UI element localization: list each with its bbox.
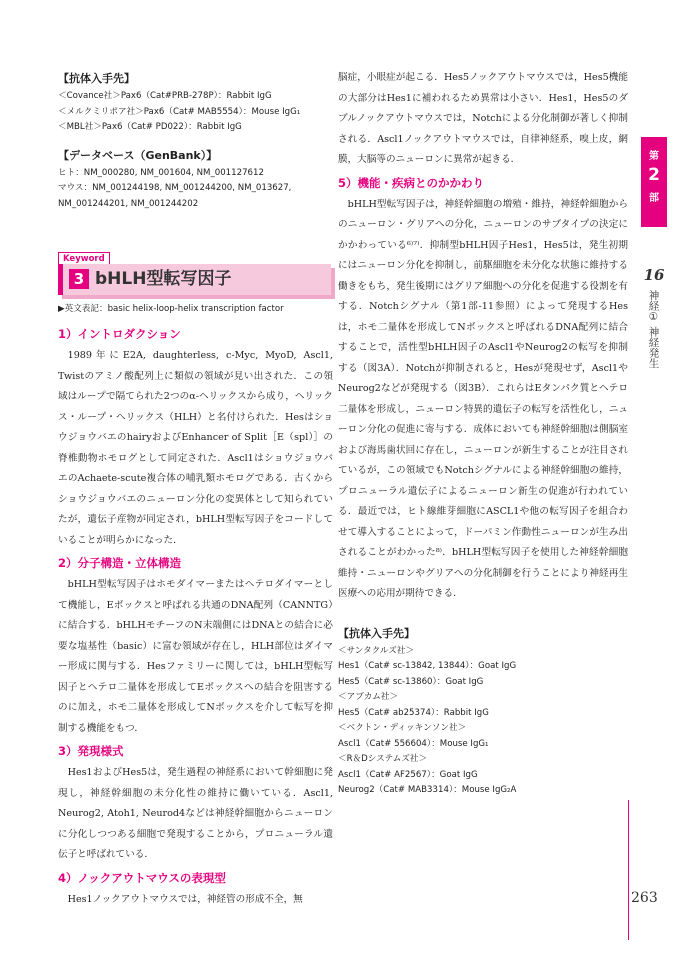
section-paragraph: bHLH型転写因子は，神経幹細胞の増殖・維持，神経幹細胞からのニューロン・グリアへの分化，ニューロンのサブタイプの決定にかかわっている⁶⁾⁷⁾．抑制型bHLH因子Hes1，Hes5は，発生初期にはニューロン分化を抑制し，前駆細胞を未分化な状態に維持する働きをもち，発生後期にはグリア細胞への分化を促進する役割を有する．Notchシグナル（第1部-11参照）によって発現するHesは，ホモ二量体を形成してNボックスと呼ばれるDNA配列に結合することで，活性型bHLH因子のAscl1やNeurog2の転写を抑制する（図3A）．Notchが抑制されると，Hesが発現せず，Ascl1やNeurog2などが発現する（図3B）．これらはEタンパク質とヘテロ二量体を形成し，ニューロン特異的遺伝子の転写を活性化し，ニューロン分化の促進に寄与する．成体においても神経幹細胞は側脳室および海馬歯状回に存在し，ニューロンが新生することが注目されているが，この領域でもNotchシグナルによる神経幹細胞の維持，プロニューラル遺伝子によるニューロン新生の促進が行われている．最近では，ヒト線維芽細胞にASCL1や他の転写因子を組合わせて導入することによって，ドーパミン作動性ニューロンが生み出されることがわかった⁸⁾．bHLH型転写因子を使用した神経幹細胞維持・ニューロンやグリアへの分化制御を行うことにより神経再生医療への応用が期待できる． (338, 198, 628, 599)
chapter-number: 16 (643, 266, 665, 284)
antibody-line: ＜R＆Dシステムズ社＞ (338, 754, 428, 764)
page-number: 263 (631, 890, 658, 906)
antibody-line: Ascl1（Cat# AF2567）：Goat IgG (338, 769, 478, 780)
antibody-line: Ascl1（Cat# 556604）：Mouse IgG₁ (338, 738, 489, 749)
antibody-line: Hes5（Cat# sc-13860）：Goat IgG (338, 676, 484, 687)
antibody-sources-block (338, 625, 628, 799)
keyword-number: 3 (69, 269, 89, 289)
database-line: マウス：NM_001244198, NM_001244200, NM_013627, (58, 183, 292, 193)
database-line: NM_001244201, NM_001244202 (58, 198, 199, 209)
antibody-line: ＜MBL社＞Pax6（Cat# PD022）：Rabbit IgG (58, 122, 242, 132)
page-divider (628, 800, 629, 940)
antibody-line: Hes5（Cat# ab25374）：Rabbit IgG (338, 707, 489, 718)
antibody-line: ＜Covance社＞Pax6（Cat#PRB-278P）：Rabbit IgG (58, 91, 272, 101)
english-term: ▶英文表記：basic helix-loop-helix transcription factor (58, 304, 284, 314)
keyword-header (58, 252, 333, 298)
antibody-line: Neurog2（Cat# MAB3314）：Mouse IgG₂A (338, 785, 517, 795)
left-column (58, 68, 333, 914)
section-heading-expression: 3）発現様式 (58, 744, 124, 758)
section-heading-knockout: 4）ノックアウトマウスの表現型 (58, 870, 226, 885)
section-paragraph-continued: 脳症，小眼症が起こる．Hes5ノックアウトマウスでは，Hes5機能の大部分はHes1に補われるため異常は小さい．Hes1，Hes5のダブルノックアウトマウスでは，Notchによる分化制御が著しく抑制される．Ascl1ノックアウトマウスでは，自律神経系，嗅上皮，網膜，大脳等のニューロンに異常が起きる． (338, 72, 628, 165)
antibody-line: Hes1（Cat# sc-13842, 13844）：Goat IgG (338, 661, 517, 671)
database-line: ヒト：NM_000280, NM_001604, NM_001127612 (58, 167, 264, 178)
section-heading-intro: 1）イントロダクション (58, 327, 181, 341)
part-label: 第 (649, 151, 659, 162)
antibody-heading: 【抗体入手先】 (58, 72, 135, 85)
part-number: 2 (648, 165, 660, 185)
antibody-line: ＜メルクミリポア社＞Pax6（Cat# MAB5554）：Mouse IgG₁ (58, 106, 301, 117)
section-paragraph: Hes1およびHes5は，発生過程の神経系において幹細胞に発現し，神経幹細胞の未分化性の維持に働いている．Ascl1, Neurog2, Atoh1, Neurod4などは神経幹細胞からニューロンに分化しつつある細胞で発現することから，プロニューラル遺伝子と呼ばれている． (58, 767, 333, 860)
antibody-heading: 【抗体入手先】 (338, 626, 415, 640)
chapter-tab (641, 266, 667, 368)
keyword-bar (58, 264, 331, 295)
database-heading: 【データベース（GenBank）】 (58, 148, 218, 162)
right-column (338, 68, 628, 799)
section-heading-structure: 2）分子構造・立体構造 (58, 556, 182, 570)
keyword-tag: Keyword (58, 252, 110, 266)
part-tab (641, 137, 667, 227)
section-heading-function: 5）機能・疾病とのかかわり (338, 175, 485, 190)
section-paragraph: bHLH型転写因子はホモダイマーまたはヘテロダイマーとして機能し，Eボックスと呼ばれる共通のDNA配列（CANNTG）に結合する．bHLHモチーフのN末端側にはDNAとの結合に必要な塩基性（basic）に富む領域が存在し，HLH部位はダイマー形成に関与する．Hesファミリーに関しては，bHLH型転写因子とヘテロ二量体を形成してEボックスへの結合を阻害するのに加え，ホモ二量体を形成してNボックスを介して転写を抑制する機能をもつ． (58, 579, 333, 734)
antibody-line: ＜アブカム社＞ (338, 692, 399, 702)
part-label: 部 (649, 193, 659, 204)
chapter-title: 神経① 神経発生 (647, 290, 660, 369)
section-paragraph: 1989年にE2A, daughterless, c-Myc, MyoD, Ascl1, Twistのアミノ酸配列上に類似の領域が見い出された．この領域はループで隔てられた2つのα-ヘリックスから成り，ヘリックス・ループ・ヘリックス（HLH）と名付けられた．HesはショウジョウバエのhairyおよびEnhancer of Split［E（spl）］の脊椎動物ホモログとして同定された．Ascl1はショウジョウバエのAchaete-scute複合体の哺乳類ホモログである．古くからショウジョウバエのニューロン分化の変異体として知られていたが，遺伝子産物が同定され，bHLH型転写因子をコードしていることが明らかになった． (58, 350, 333, 546)
keyword-title: bHLH型転写因子 (95, 269, 232, 289)
antibody-line: ＜サンタクルズ社＞ (338, 645, 415, 656)
section-paragraph: Hes1ノックアウトマウスでは，神経管の形成不全，無 (67, 893, 303, 905)
antibody-line: ＜ベクトン・ディッキンソン社＞ (338, 723, 467, 733)
